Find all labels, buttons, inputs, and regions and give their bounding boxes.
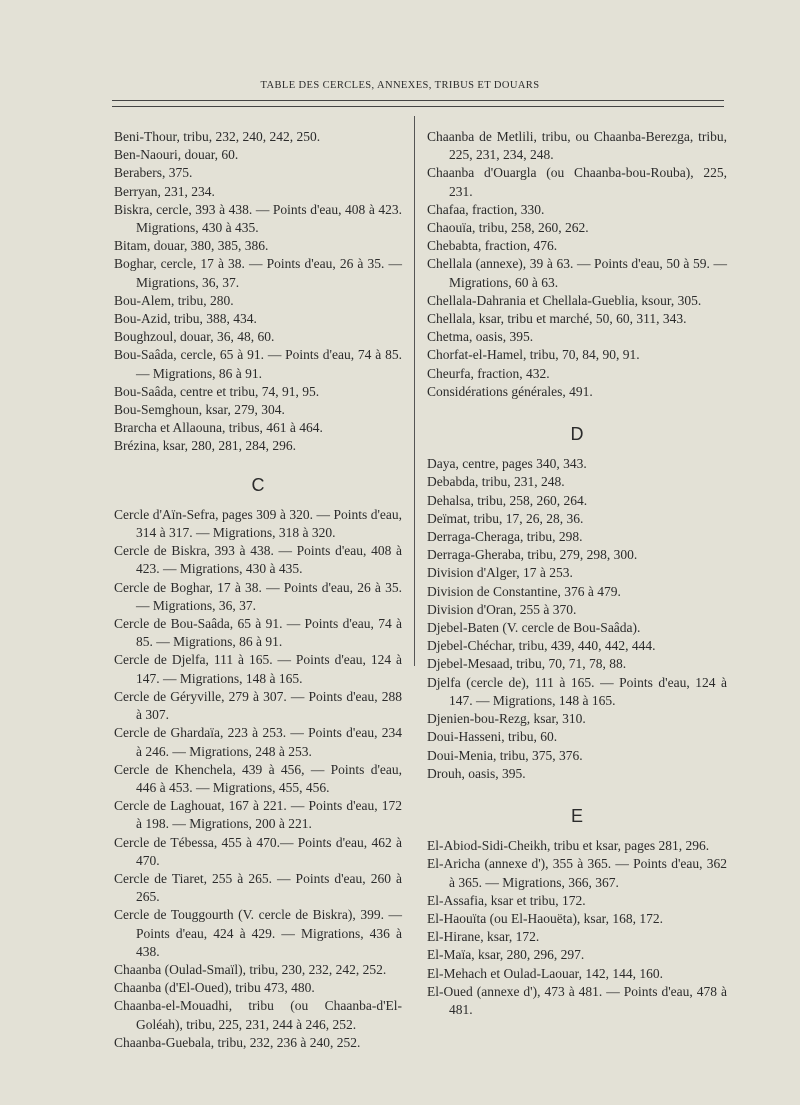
index-entry: Cercle de Tébessa, 455 à 470.— Points d'eau, 462 à 470.	[114, 834, 402, 868]
section-letter-d: D	[570, 424, 584, 445]
index-entry: Doui-Menia, tribu, 375, 376.	[427, 747, 583, 763]
index-entry: El-Abiod-Sidi-Cheikh, tribu et ksar, pages 281, 296.	[427, 838, 710, 854]
index-entry: Brarcha et Allaouna, tribus, 461 à 464.	[114, 420, 323, 436]
index-entry: Cercle de Djelfa, 111 à 165. — Points d'eau, 124 à 147. — Migrations, 148 à 165.	[114, 652, 402, 686]
section-c-continued	[427, 128, 727, 401]
index-entry: El-Aricha (annexe d'), 355 à 365. — Points d'eau, 362 à 365. — Migrations, 366, 367.	[427, 856, 727, 890]
index-entry: Cercle de Ghardaïa, 223 à 253. — Points d'eau, 234 à 246. — Migrations, 248 à 253.	[114, 725, 402, 759]
index-entry: Chellala (annexe), 39 à 63. — Points d'eau, 50 à 59. — Migrations, 60 à 63.	[427, 256, 727, 290]
index-entry: Chellala, ksar, tribu et marché, 50, 60, 311, 343.	[427, 311, 687, 327]
index-entry: Chaanba de Metlili, tribu, ou Chaanba-Berezga, tribu, 225, 231, 234, 248.	[427, 129, 727, 163]
index-entry: Chellala-Dahrania et Chellala-Gueblia, ksour, 305.	[427, 292, 702, 308]
index-entry: Berabers, 375.	[114, 165, 193, 181]
index-entry: Division d'Oran, 255 à 370.	[427, 601, 577, 617]
index-entry: Cheurfa, fraction, 432.	[427, 365, 550, 381]
index-entry: Cercle de Khenchela, 439 à 456, — Points d'eau, 446 à 453. — Migrations, 455, 456.	[114, 761, 402, 795]
section-letter-e: E	[570, 805, 583, 826]
index-entry: Debabda, tribu, 231, 248.	[427, 474, 565, 490]
index-entry: Bou-Alem, tribu, 280.	[114, 292, 234, 308]
header-rule	[112, 100, 724, 107]
index-entry: Chorfat-el-Hamel, tribu, 70, 84, 90, 91.	[427, 347, 640, 363]
index-entry: Chaanba-el-Mouadhi, tribu (ou Chaanba-d'El-Goléah), tribu, 225, 231, 244 à 246, 252.	[114, 998, 402, 1032]
index-entry: Cercle de Biskra, 393 à 438. — Points d'eau, 408 à 423. — Migrations, 430 à 435.	[114, 543, 402, 577]
section-b	[114, 128, 402, 456]
index-entry: Chebabta, fraction, 476.	[427, 238, 558, 254]
index-entry: Chafaa, fraction, 330.	[427, 201, 545, 217]
index-entry: Cercle de Bou-Saâda, 65 à 91. — Points d'eau, 74 à 85. — Migrations, 86 à 91.	[114, 616, 402, 650]
index-entry: Dehalsa, tribu, 258, 260, 264.	[427, 492, 588, 508]
section-e	[427, 837, 727, 1019]
index-entry: Ben-Naouri, douar, 60.	[114, 147, 239, 163]
index-entry: Djenien-bou-Rezg, ksar, 310.	[427, 711, 586, 727]
index-entry: Cercle de Touggourth (V. cercle de Biskra), 399. — Points d'eau, 424 à 429. — Migrations, 436 à 438.	[114, 907, 402, 959]
index-entry: Cercle d'Aïn-Sefra, pages 309 à 320. — Points d'eau, 314 à 317. — Migrations, 318 à 320.	[114, 506, 402, 541]
index-entry: Boghar, cercle, 17 à 38. — Points d'eau, 26 à 35. — Migrations, 36, 37.	[114, 256, 402, 290]
index-entry: Chaanba (d'El-Oued), tribu 473, 480.	[114, 980, 315, 996]
index-entry: Chaouïa, tribu, 258, 260, 262.	[427, 220, 589, 236]
index-entry: El-Maïa, ksar, 280, 296, 297.	[427, 947, 585, 963]
index-entry: Bou-Azid, tribu, 388, 434.	[114, 311, 257, 327]
section-c	[114, 506, 402, 1052]
index-entry: Boughzoul, douar, 36, 48, 60.	[114, 329, 275, 345]
index-entry: Chetma, oasis, 395.	[427, 329, 534, 345]
index-entry: El-Mehach et Oulad-Laouar, 142, 144, 160.	[427, 965, 664, 981]
index-entry: El-Oued (annexe d'), 473 à 481. — Points d'eau, 478 à 481.	[427, 983, 727, 1017]
index-entry: Considérations générales, 491.	[427, 383, 593, 399]
index-entry: Bou-Saâda, centre et tribu, 74, 91, 95.	[114, 383, 320, 399]
column-divider	[414, 116, 415, 666]
index-entry: Drouh, oasis, 395.	[427, 765, 526, 781]
index-entry: Cercle de Géryville, 279 à 307. — Points d'eau, 288 à 307.	[114, 688, 402, 723]
index-entry: Chaanba (Oulad-Smaïl), tribu, 230, 232, 242, 252.	[114, 961, 387, 977]
index-entry: Cercle de Laghouat, 167 à 221. — Points d'eau, 172 à 198. — Migrations, 200 à 221.	[114, 798, 402, 832]
index-entry: Djelfa (cercle de), 111 à 165. — Points d'eau, 124 à 147. — Migrations, 148 à 165.	[427, 674, 727, 708]
index-entry: Daya, centre, pages 340, 343.	[427, 456, 587, 472]
index-entry: El-Assafia, ksar et tribu, 172.	[427, 892, 586, 908]
index-entry: Djebel-Chéchar, tribu, 439, 440, 442, 444.	[427, 638, 656, 654]
index-entry: Djebel-Mesaad, tribu, 70, 71, 78, 88.	[427, 656, 627, 672]
index-entry: Division d'Alger, 17 à 253.	[427, 565, 573, 581]
index-entry: Biskra, cercle, 393 à 438. — Points d'eau, 408 à 423. Migrations, 430 à 435.	[114, 201, 402, 236]
index-entry: Berryan, 231, 234.	[114, 183, 215, 199]
index-entry: Beni-Thour, tribu, 232, 240, 242, 250.	[114, 129, 321, 144]
index-entry: Derraga-Cheraga, tribu, 298.	[427, 529, 583, 545]
index-entry: Chaanba-Guebala, tribu, 232, 236 à 240, 252.	[114, 1034, 361, 1050]
left-column	[114, 128, 402, 1052]
section-d	[427, 455, 727, 783]
index-entry: El-Hirane, ksar, 172.	[427, 929, 540, 945]
index-entry: Deïmat, tribu, 17, 26, 28, 36.	[427, 510, 584, 526]
right-column	[427, 128, 727, 1019]
index-entry: Doui-Hasseni, tribu, 60.	[427, 729, 558, 745]
index-entry: El-Haouïta (ou El-Haouëta), ksar, 168, 172.	[427, 910, 664, 926]
index-entry: Bou-Semghoun, ksar, 279, 304.	[114, 402, 285, 418]
section-letter-c: C	[251, 474, 265, 495]
index-entry: Division de Constantine, 376 à 479.	[427, 583, 621, 599]
index-entry: Djebel-Baten (V. cercle de Bou-Saâda).	[427, 620, 641, 636]
index-entry: Derraga-Gheraba, tribu, 279, 298, 300.	[427, 547, 638, 563]
page-header: TABLE DES CERCLES, ANNEXES, TRIBUS ET DOUARS	[260, 80, 540, 91]
index-entry: Bou-Saâda, cercle, 65 à 91. — Points d'eau, 74 à 85. — Migrations, 86 à 91.	[114, 347, 402, 381]
index-entry: Brézina, ksar, 280, 281, 284, 296.	[114, 438, 297, 454]
index-entry: Chaanba d'Ouargla (ou Chaanba-bou-Rouba), 225, 231.	[427, 165, 727, 199]
index-entry: Cercle de Boghar, 17 à 38. — Points d'eau, 26 à 35. — Migrations, 36, 37.	[114, 579, 402, 613]
index-entry: Cercle de Tiaret, 255 à 265. — Points d'eau, 260 à 265.	[114, 870, 402, 905]
index-entry: Bitam, douar, 380, 385, 386.	[114, 238, 269, 254]
